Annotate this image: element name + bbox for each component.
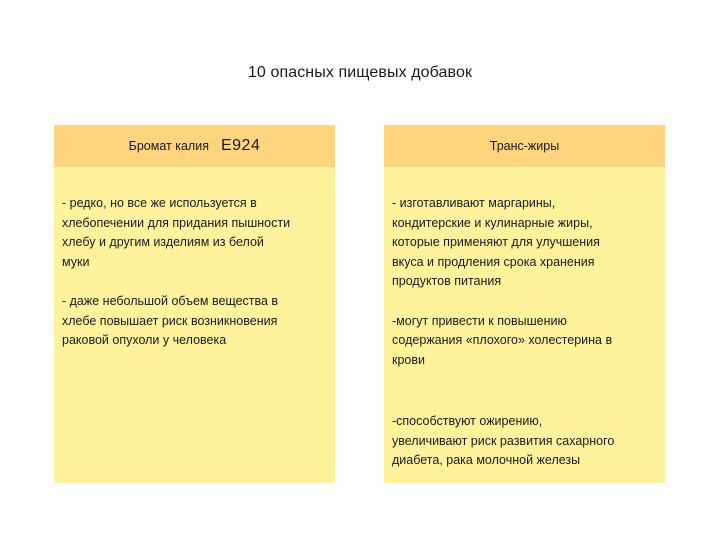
- card-trans-fats: [384, 125, 665, 483]
- card-header-name: Транс-жиры: [489, 139, 560, 153]
- card-body: [54, 167, 335, 351]
- card-header-name: Бромат калия: [128, 139, 209, 153]
- card-paragraph: - редко, но все же используется в хлебопечении для придания пышности хлебу и другим изделиям из белой муки: [62, 196, 291, 269]
- card-header: [384, 125, 665, 167]
- card-paragraph: -способствуют ожирению, увеличивают риск развития сахарного диабета, рака молочной железы: [392, 414, 615, 467]
- card-paragraph: - даже небольшой объем вещества в хлебе повышает риск возникновения раковой опухоли у человека: [62, 294, 279, 347]
- card-header: [54, 125, 335, 167]
- card-paragraph: -могут привести к повышению содержания «плохого» холестерина в крови: [392, 313, 613, 367]
- card-potassium-bromate: [54, 125, 335, 483]
- card-paragraph: - изготавливают маргарины, кондитерские и кулинарные жиры, которые применяют для улучшения вкуса и продления срока хранения продуктов питания: [392, 196, 600, 288]
- card-body: [384, 167, 665, 471]
- card-header-code: Е924: [220, 137, 261, 154]
- slide-title: 10 опасных пищевых добавок: [247, 64, 473, 81]
